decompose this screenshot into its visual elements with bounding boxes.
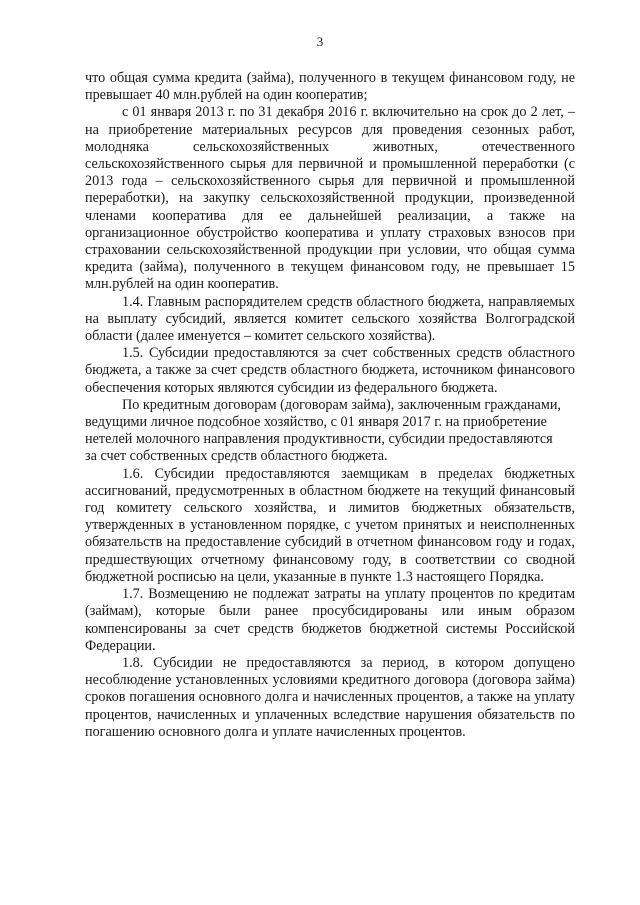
paragraph-1-6: 1.6. Субсидии предоставляются заемщикам в пределах бюджетных ассигнований, предусмотренных в областном бюджете на текущий финансовый год комитету сельского хозяйства, и лимитов бюджетных обязательств, утвержденных в установленном порядке, с учетом принятых и неисполненных обязательств на предоставление субсидий в отчетном финансовом году и годах, предшествующих отчетному финансовому году, в соответствии со сводной бюджетной росписью на цели, указанные в пункте 1.3 настоящего Порядка. [85, 465, 575, 585]
document-body [85, 70, 575, 741]
paragraph-1-5-funding-source: за счет собственных средств областного бюджета. [85, 448, 388, 465]
paragraph-1-8: 1.8. Субсидии не предоставляются за период, в котором допущено несоблюдение установленных условиями кредитного договора (договора займа) сроков погашения основного долга и начисленных процентов, а также на уплату процентов, начисленных и уплаченных вследствие нарушения обязательств по погашению основного долга и уплате начисленных процентов. [85, 654, 575, 740]
paragraph-1-5: 1.5. Субсидии предоставляются за счет собственных средств областного бюджета, а также за счет средств областного бюджета, источником финансового обеспечения которых являются субсидии из федерального бюджета. [85, 345, 575, 396]
paragraph-1-5-credit-contracts: По кредитным договорам (договорам займа), заключенным гражданами, ведущими личное подсобное хозяйство, с 01 января 2017 г. на приобретение нетелей молочного направления продуктивности, субсидии предоставляются [85, 396, 561, 448]
page-number: 3 [316, 34, 324, 49]
paragraph-continuation-1-3: что общая сумма кредита (займа), полученного в текущем финансовом году, не превышает 40 млн.рублей на один кооператив; [85, 70, 575, 104]
paragraph-period-2013-2016: с 01 января 2013 г. по 31 декабря 2016 г. включительно на срок до 2 лет, – на приобретение материальных ресурсов для проведения сезонных работ, молодняка сельскохозяйственных животных, отечественного сельскохозяйственного сырья для первичной и промышленной переработки (с 2013 года – сельскохозяйственного сырья для первичной и промышленной переработки), на закупку сельскохозяйственной продукции, произведенной членами кооператива для ее дальнейшей реализации, а также на организационное обустройство кооператива и уплату страховых взносов при страховании сельскохозяйственной продукции при условии, что общая сумма кредита (займа), полученного в текущем финансовом году, не превышает 15 млн.рублей на один кооператив. [85, 104, 575, 293]
paragraph-1-4: 1.4. Главным распорядителем средств областного бюджета, направляемых на выплату субсидий, является комитет сельского хозяйства Волгоградской области (далее именуется – комитет сельского хозяйства). [85, 293, 575, 345]
paragraph-1-7: 1.7. Возмещению не подлежат затраты на уплату процентов по кредитам (займам), которые были ранее просубсидированы или иным образом компенсированы за счет средств бюджетов бюджетной системы Российской Федерации. [85, 586, 575, 654]
